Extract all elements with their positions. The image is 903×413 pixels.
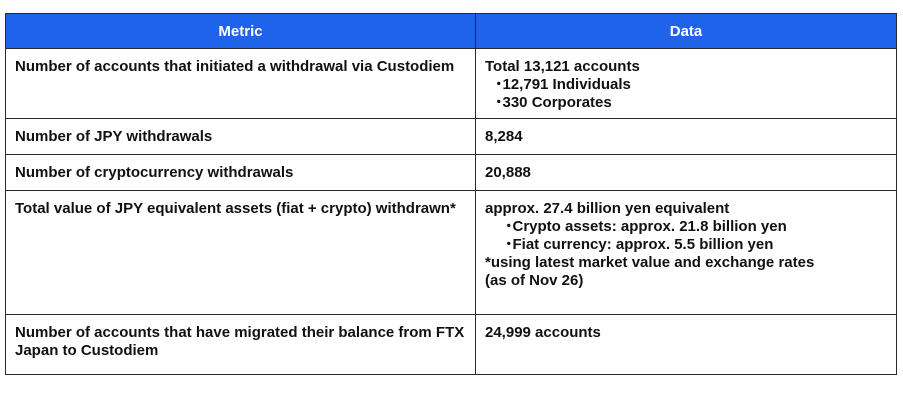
metric-cell: Number of accounts that initiated a withdrawal via Custodiem <box>6 49 476 119</box>
data-line: 8,284 <box>485 128 523 145</box>
table-row <box>6 315 897 375</box>
data-line: 20,888 <box>485 164 531 181</box>
data-cell <box>476 119 897 155</box>
data-line: ･Fiat currency: approx. 5.5 billion yen <box>505 236 774 253</box>
metric-cell: Number of JPY withdrawals <box>6 119 476 155</box>
data-line: approx. 27.4 billion yen equivalent <box>485 200 730 217</box>
data-line: Total 13,121 accounts <box>485 58 640 75</box>
data-cell <box>476 191 897 315</box>
table-row <box>6 119 897 155</box>
table-row <box>6 49 897 119</box>
metrics-table <box>5 13 897 375</box>
data-line: ･330 Corporates <box>495 94 612 111</box>
data-cell <box>476 49 897 119</box>
metrics-table-container <box>5 13 896 375</box>
data-line: *using latest market value and exchange rates <box>485 254 815 271</box>
table-row <box>6 155 897 191</box>
data-line: ･Crypto assets: approx. 21.8 billion yen <box>505 218 787 235</box>
table-header-row <box>6 14 897 49</box>
data-cell <box>476 315 897 375</box>
data-line: ･12,791 Individuals <box>495 76 631 93</box>
header-metric: Metric <box>6 14 476 49</box>
data-cell <box>476 155 897 191</box>
metric-cell: Number of accounts that have migrated their balance from FTX Japan to Custodiem <box>6 315 476 375</box>
data-line: 24,999 accounts <box>485 324 601 341</box>
data-line: (as of Nov 26) <box>485 272 584 289</box>
metric-cell: Number of cryptocurrency withdrawals <box>6 155 476 191</box>
metric-cell: Total value of JPY equivalent assets (fiat + crypto) withdrawn* <box>6 191 476 315</box>
table-row <box>6 191 897 315</box>
header-data: Data <box>476 14 897 49</box>
